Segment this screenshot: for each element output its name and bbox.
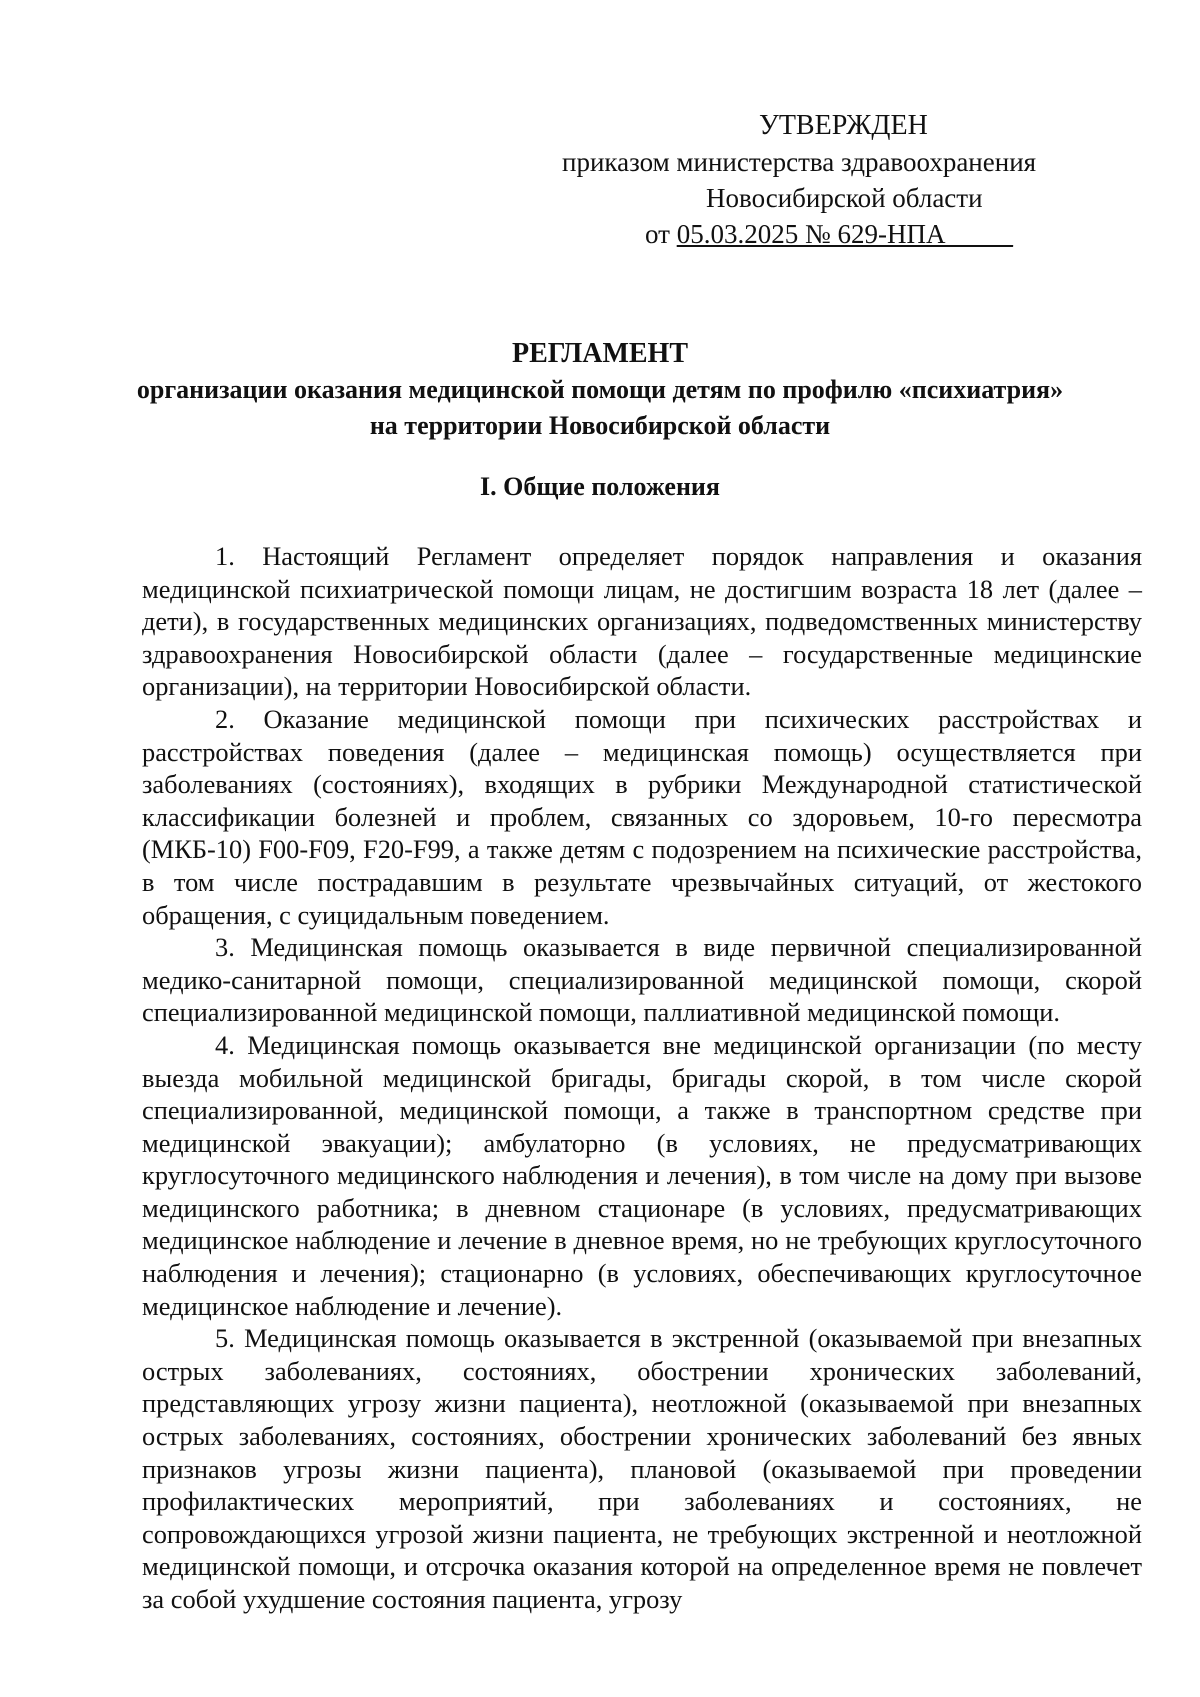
approval-heading: УТВЕРЖДЕН bbox=[759, 110, 928, 141]
approval-region-line: Новосибирской области bbox=[706, 183, 983, 213]
title-line-1: РЕГЛАМЕНТ bbox=[511, 338, 688, 369]
paragraph-4: 4. Медицинская помощь оказывается вне медицинской организации (по месту выезда мобильной медицинской бригады, бригады скорой, в том числе скорой специализированной, медицинской помощи, а также в транспортном средстве при медицинской эвакуации); амбулаторно (в условиях, не предусматривающих круглосуточного медицинского наблюдения и лечения), в том числе на дому при вызове медицинского работника; в дневном стационаре (в условиях, предусматривающих медицинское наблюдение и лечение в дневное время, но не требующих круглосуточного наблюдения и лечения); стационарно (в условиях, обеспечивающих круглосуточное медицинское наблюдение и лечение). bbox=[142, 1029, 1142, 1321]
title-line-2: организации оказания медицинской помощи детям по профилю «психиатрия» bbox=[136, 375, 1064, 404]
paragraph-5: 5. Медицинская помощь оказывается в экстренной (оказываемой при внезапных острых заболеваниях, состояниях, обострении хронических заболеваний, представляющих угрозу жизни пациента), неотложной (оказываемой при внезапных острых заболеваниях, состояниях, обострении хронических заболеваний без явных признаков угрозы жизни пациента), плановой (оказываемой при проведении профилактических мероприятий, при заболеваниях и состояниях, не сопровождающихся угрозой жизни пациента, не требующих экстренной и неотложной медицинской помощи, и отсрочка оказания которой на определенное время не повлечет за собой ухудшение состояния пациента, угрозу bbox=[142, 1323, 1142, 1614]
approval-order-line: приказом министерства здравоохранения bbox=[562, 147, 1037, 177]
section-heading: I. Общие положения bbox=[480, 472, 720, 501]
approval-date-prefix: от bbox=[645, 219, 677, 249]
approval-date-number: 05.03.2025 № 629-НПА_____ bbox=[676, 219, 1013, 249]
document-body bbox=[142, 540, 1142, 1616]
approval-date-line bbox=[540, 216, 1100, 252]
approval-stamp-block bbox=[540, 108, 1100, 252]
paragraph-3: 3. Медицинская помощь оказывается в виде первичной специализированной медико-санитарной помощи, специализированной медицинской помощи, скорой специализированной медицинской помощи, паллиативной медицинской помощи. bbox=[142, 932, 1142, 1028]
document-title bbox=[0, 336, 1200, 444]
paragraph-2: 2. Оказание медицинской помощи при психических расстройствах и расстройствах поведения (далее – медицинская помощь) осуществляется при заболеваниях (состояниях), входящих в рубрики Международной статистической классификации болезней и проблем, связанных со здоровьем, 10-го пересмотра (МКБ-10) F00-F09, F20-F99, а также детям с подозрением на психические расстройства, в том числе пострадавшим в результате чрезвычайных ситуаций, от жестокого обращения, с суицидальным поведением. bbox=[142, 703, 1142, 930]
paragraph-1: 1. Настоящий Регламент определяет порядок направления и оказания медицинской психиатрической помощи лицам, не достигшим возраста 18 лет (далее – дети), в государственных медицинских организациях, подведомственных министерству здравоохранения Новосибирской области (далее – государственные медицинские организации), на территории Новосибирской области. bbox=[142, 541, 1142, 702]
title-line-3: на территории Новосибирской области bbox=[369, 411, 831, 440]
